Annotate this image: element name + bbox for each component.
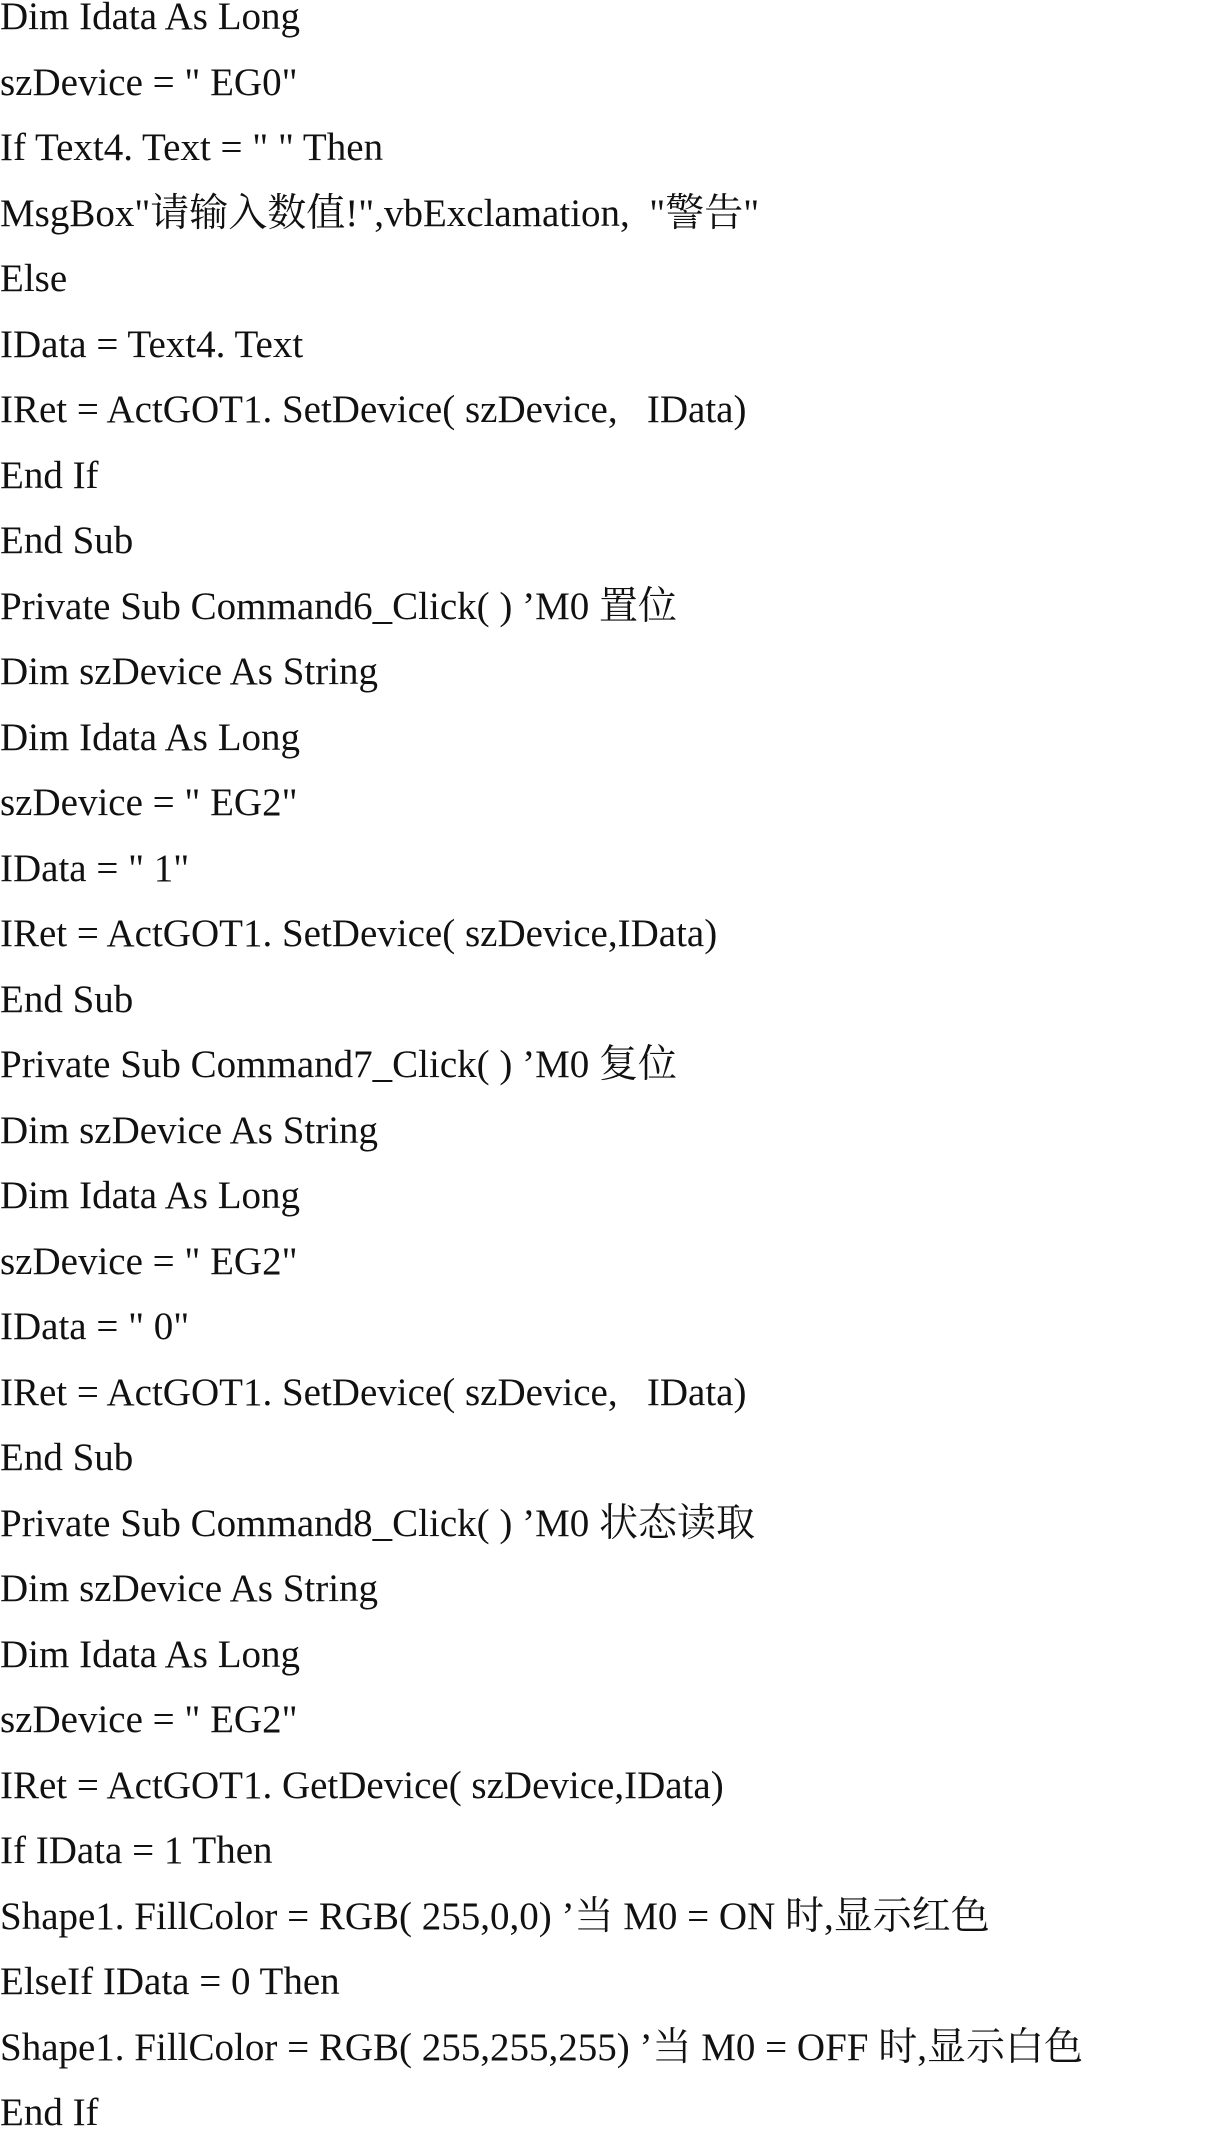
code-line: Private Sub Command7_Click( ) ’M0 复位 — [0, 1043, 678, 1086]
code-line: Dim Idata As Long — [0, 1174, 301, 1217]
code-line: Private Sub Command6_Click( ) ’M0 置位 — [0, 584, 678, 628]
code-line: MsgBox"请输入数值!",vbExclamation, "警告" — [0, 191, 760, 235]
code-line: szDevice = " EG2" — [0, 1239, 298, 1283]
code-line: End If — [0, 453, 99, 497]
code-line: IRet = ActGOT1. SetDevice( szDevice, IData) — [0, 388, 747, 431]
code-line: IRet = ActGOT1. GetDevice( szDevice,IData) — [0, 1763, 724, 1807]
code-line: Shape1. FillColor = RGB( 255,255,255) ’当 M0 = OFF 时,显示白色 — [0, 2025, 1083, 2069]
code-line: IData = " 1" — [0, 846, 190, 890]
code-line: Dim Idata As Long — [0, 0, 301, 38]
code-line: ElseIf IData = 0 Then — [0, 1960, 340, 2003]
code-line: End Sub — [0, 1436, 134, 1479]
code-line: If Text4. Text = " " Then — [0, 126, 384, 169]
code-line: Dim szDevice As String — [0, 650, 379, 693]
code-line: IRet = ActGOT1. SetDevice( szDevice, IData) — [0, 1370, 747, 1414]
code-line: IData = Text4. Text — [0, 322, 304, 366]
code-line: Shape1. FillColor = RGB( 255,0,0) ’当 M0 = ON 时,显示红色 — [0, 1894, 990, 1938]
code-line: IData = " 0" — [0, 1305, 190, 1348]
code-line: If IData = 1 Then — [0, 1829, 273, 1872]
code-line: Else — [0, 257, 68, 300]
code-line: Dim szDevice As String — [0, 1108, 379, 1152]
code-line: Dim Idata As Long — [0, 715, 301, 759]
code-line: End Sub — [0, 977, 134, 1021]
code-line: Dim Idata As Long — [0, 1632, 301, 1676]
code-line: szDevice = " EG2" — [0, 781, 298, 824]
code-line: End If — [0, 2091, 99, 2134]
code-line: Dim szDevice As String — [0, 1567, 379, 1610]
code-line: szDevice = " EG0" — [0, 60, 298, 104]
code-line: IRet = ActGOT1. SetDevice( szDevice,IData) — [0, 912, 718, 955]
code-line: szDevice = " EG2" — [0, 1698, 298, 1741]
code-line: End Sub — [0, 519, 134, 562]
code-line: Private Sub Command8_Click( ) ’M0 状态读取 — [0, 1501, 756, 1545]
